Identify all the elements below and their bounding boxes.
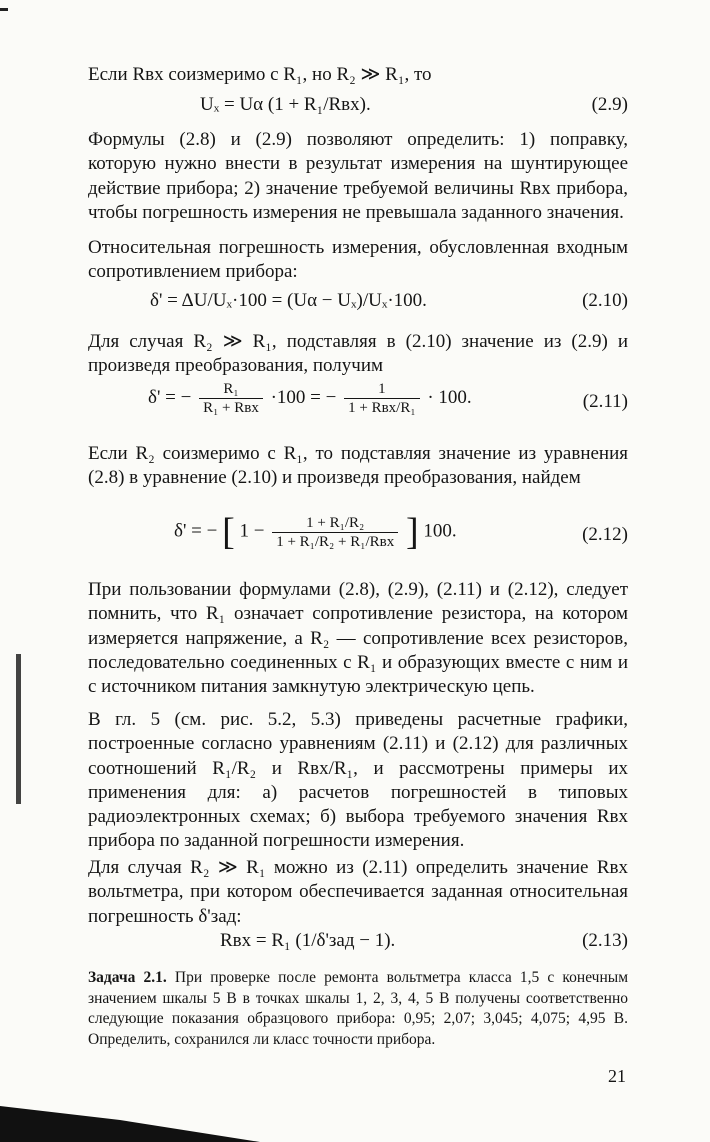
equation-2-10 <box>88 284 628 324</box>
paragraph-formulas: Формулы (2.8) и (2.9) позволяют определить: 1) поправку, которую нужно внести в результат измерения на шунтирующее действие прибора; 2) значение требуемой величины Rвх прибора, чтобы погрешность измерения не превышала заданного значения. <box>88 129 628 223</box>
equation-2-11-fraction-2 <box>344 380 419 417</box>
equation-2-11-middle: ·100 = − <box>270 386 337 408</box>
equation-2-12 <box>88 510 628 560</box>
equation-2-12-fraction <box>272 514 398 551</box>
task-label: Задача 2.1. <box>88 969 167 986</box>
equation-2-12-number: (2.12) <box>582 524 628 545</box>
fraction-numerator: R₁ <box>199 380 263 399</box>
page-number: 21 <box>608 1066 626 1086</box>
paragraph-case-r2-much-greater: Для случая R₂ ≫ R₁, подставляя в (2.10) значение из (2.9) и произведя преобразования, получим <box>88 331 628 377</box>
corner-mark <box>0 8 8 11</box>
equation-2-9-number: (2.9) <box>591 94 628 115</box>
paragraph-intro: Если Rвх соизмеримо с R₁, но R₂ ≫ R₁, то <box>88 64 432 85</box>
equation-2-11 <box>88 380 628 426</box>
equation-2-13-body: Rвх = R₁ (1/δ'зад − 1). <box>220 930 396 951</box>
fraction-denominator: 1 + R₁/R₂ + R₁/Rвх <box>276 533 395 550</box>
equation-2-12-tail: 100. <box>423 520 457 542</box>
equation-2-11-fraction-1 <box>199 380 263 417</box>
margin-mark <box>16 654 21 804</box>
equation-2-11-number: (2.11) <box>582 391 628 412</box>
task-text: При проверке после ремонта вольтметра класса 1,5 с конечным значением шкалы 5 В в точках шкалы 1, 2, 3, 4, 5 В получены соответственно следующие показания образцового прибора: 0,95; 2,07; 3,045; 4,075; 4,95 В. Определить, сохранился ли класс точности прибора. <box>88 969 628 1048</box>
equation-2-9 <box>88 88 628 128</box>
equation-2-13-number: (2.13) <box>582 930 628 951</box>
paragraph-relative-error: Относительная погрешность измерения, обусловленная входным сопротивлением прибора: <box>88 237 628 283</box>
equation-2-12-inner-lead: 1 − <box>239 520 265 542</box>
paragraph-rin-case: Для случая R₂ ≫ R₁ можно из (2.11) определить значение Rвх вольтметра, при котором обеспечивается заданная относительная погрешность δ'зад: <box>88 857 628 927</box>
paragraph-formula-usage: При пользовании формулами (2.8), (2.9), (2.11) и (2.12), следует помнить, что R₁ означает сопротивление резистора, на котором измеряется напряжение, а R₂ — сопротивление всех резисторов, последовательно соединенных с R₁ и образующих вместе с ним и с источником питания замкнутую электрическую цепь. <box>88 579 628 698</box>
equation-2-12-lead: δ' = − <box>174 520 218 542</box>
fraction-denominator: R₁ + Rвх <box>203 400 259 416</box>
equation-2-11-lead: δ' = − <box>148 386 192 408</box>
right-bracket: ] <box>405 511 419 553</box>
equation-2-11-body <box>148 380 472 417</box>
paragraph-case-comparable: Если R₂ соизмеримо с R₁, то подставляя значение из уравнения (2.8) в уравнение (2.10) и произведя преобразования, найдем <box>88 443 628 489</box>
fraction-numerator: 1 <box>344 380 419 399</box>
equation-2-10-body: δ' = ΔU/Uₓ·100 = (Uα − Uₓ)/Uₓ·100. <box>150 290 427 311</box>
equation-2-10-number: (2.10) <box>582 290 628 311</box>
fraction-numerator: 1 + R₁/R₂ <box>272 514 398 533</box>
task-2-1 <box>88 968 628 1050</box>
equation-2-12-body <box>174 510 457 554</box>
left-bracket: [ <box>222 511 235 553</box>
paragraph-chapter-5: В гл. 5 (см. рис. 5.2, 5.3) приведены расчетные графики, построенные согласно уравнениям (2.11) и (2.12) для различных соотношений R₁/R₂ и Rвх/R₁, и рассмотрены примеры их применения для: а) расчетов погрешностей в типовых радиоэлектронных схемах; б) выбора требуемого значения Rвх прибора по заданной погрешности измерения. <box>88 709 628 852</box>
fraction-denominator: 1 + Rвх/R₁ <box>348 400 416 416</box>
equation-2-9-body: Uₓ = Uα (1 + R₁/Rвх). <box>200 94 371 115</box>
equation-2-13 <box>88 924 628 964</box>
page-edge-shadow <box>0 1098 260 1142</box>
equation-2-11-tail: · 100. <box>427 386 472 408</box>
